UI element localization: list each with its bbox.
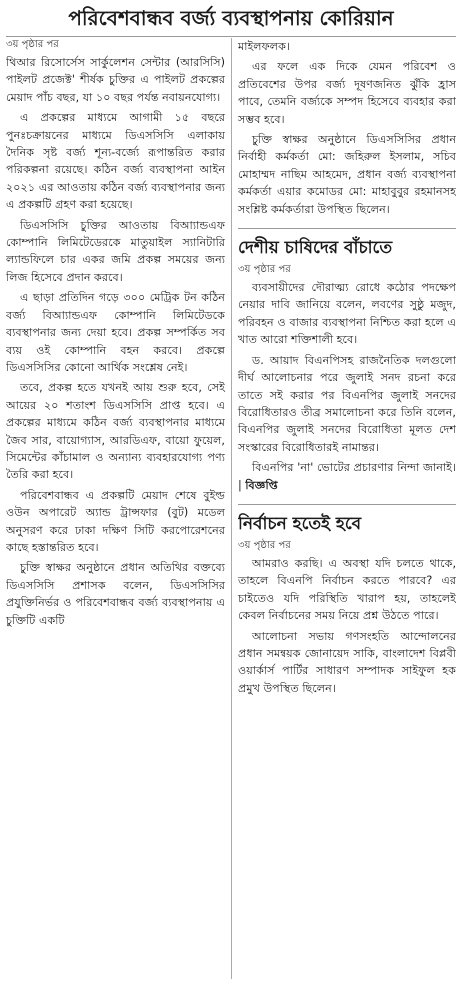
article1-paragraph: চুক্তি স্বাক্ষর অনুষ্ঠানে প্রধান অতিথির বক্তব্যে ডিএসসিসি প্রশাসক বলেন, ডিএসসিসির প্রযুক্তিনির্ভর ও পরিবেশবান্ধব বর্জ্য ব্যবস্থাপনায় এ চুক্তিটি একটি xyxy=(6,561,225,627)
columns xyxy=(6,38,456,979)
article3-paragraph: আমরাও করছি। এ অবস্থা যদি চলতে থাকে, তাহলে বিএনপি নির্বাচন করতে পারবে? এর চাইতেও যদি পরিস্থিতি খারাপ হয়, তাহলেই কেবল নির্বাচনের সময় নিয়ে প্রশ্ন উঠতে পারে। xyxy=(238,556,456,623)
main-headline: পরিবেশবান্ধব বর্জ্য ব্যবস্থাপনায় কোরিয়ান xyxy=(6,4,456,37)
article1-paragraph: এ প্রকল্পের মাধ্যমে আগামী ১৫ বছরে পুনঃচক্রায়নের মাধ্যমে ডিএসসিসি এলাকায় দৈনিক সৃষ্ট বর্জ্য শূন্য-বর্জ্যে রূপান্তরিত করার পরিকল্পনা রয়েছে। কঠিন বর্জ্য ব্যবস্থাপনা আইন ২০২১ এর আওতায় কঠিন বর্জ্য ব্যবস্থাপনার জন্য এ প্রকল্পটি গ্রহণ করা হয়েছে। xyxy=(6,111,225,212)
right-column xyxy=(231,38,456,979)
article1-paragraph: মাইলফলক। xyxy=(238,40,290,53)
article3-paragraph: আলোচনা সভায় গণসংহতি আন্দোলনের প্রধান সমন্বয়ক জোনায়েদ সাকি, বাংলাদেশ বিপ্লবী ওয়ার্কার্স পার্টির সাধারণ সম্পাদক সাইফুল হক প্রমুখ উপস্থিত ছিলেন। xyxy=(238,629,456,695)
left-column xyxy=(6,38,231,979)
article1-paragraph: থিআর রিসোর্সেস সার্কুলেশন সেন্টার (আরসিসি) পাইলট প্রজেক্ট' শীর্ষক চুক্তির এ পাইলট প্রকল্পের মেয়াদ পাঁচ বছর, যা ১০ বছর পর্যন্ত নবায়নযোগ্য। xyxy=(6,56,225,104)
article2-closing-text: বিএনপির 'না' ভোটের প্রচারণার নিন্দা জানাই। xyxy=(252,461,456,475)
article2-dateline: ৩য় পৃষ্ঠার পর xyxy=(238,264,291,276)
article2-signature: বিজ্ঞপ্তি xyxy=(245,478,278,492)
article1-paragraph: এ ছাড়া প্রতিদিন গড়ে ৩০০ মেট্রিক টন কঠিন বর্জ্য বিআ্যান্ডএফ কোম্পানি লিমিটেডকে ব্যবস্থাপনার জন্য দেয়া হবে। প্রকল্প সম্পর্কিত সব ব্যয় ওই কোম্পানি বহন করবে। প্রকল্পে ডিএসসিসির কোনো আর্থিক সংশ্লেষ নেই। xyxy=(6,291,225,374)
article1-paragraph: তবে, প্রকল্প হতে যখনই আয় শুরু হবে, সেই আয়ের ২০ শতাংশ ডিএসসিসি প্রাপ্ত হবে। এ প্রকল্পের মাধ্যমে কঠিন বর্জ্য ব্যবস্থাপনার মাধ্যমে জৈব সার, বায়োগ্যাস, আরডিএফ, বায়ো ফুয়েল, সিমেন্টের কাঁচামাল ও অন্যান্য ব্যবহারযোগ্য পণ্য তৈরি করা হবে। xyxy=(6,381,225,482)
article2-paragraph: বিএনপির 'না' ভোটের প্রচারণার নিন্দা জানাই। | বিজ্ঞপ্তি xyxy=(238,461,456,492)
article1-paragraph: ডিএসসিসি চুক্তির আওতায় বিআ্যান্ডএফ কোম্পানি লিমিটেডেরকে মাতুয়াইল স্যানিটারি ল্যান্ডফিলে চার একর জমি প্রকল্প সময়ের জন্য লিজ হিসেবে প্রদান করবে। xyxy=(6,218,225,284)
article1-paragraph: চুক্তি স্বাক্ষর অনুষ্ঠানে ডিএসসিসির প্রধান নির্বাহী কর্মকর্তা মো: জহিরুল ইসলাম, সচিব মোহাম্মদ নাছিম আহমেদ, প্রধান বর্জ্য ব্যবস্থাপনা কর্মকর্তা এয়ার কমোডর মো: মাহাবুবুর রহমানসহ সংশ্লিষ্ট কর্মকর্তারা উপস্থিত ছিলেন। xyxy=(238,133,456,216)
article2-paragraph: ড. আয়াদ বিএনপিসহ রাজনৈতিক দলগুলো দীর্ঘ আলোচনার পরে জুলাই সনদ রচনা করে তাতে সই করার পর বিএনপির জুলাই সনদের বিরোধিতারও তীব্র সমালোচনা করে তিনি বলেন, বিএনপির জুলাই সনদের বিরোধিতা মূলত দেশ সংস্কারের বিরোধিতারই নামান্তর। xyxy=(238,353,456,454)
article1-paragraph: এর ফলে এক দিকে যেমন পরিবেশ ও প্রতিবেশের উপর বর্জ্য দূষণজনিত ঝুঁকি হ্রাস পাবে, তেমনি বর্জ্যকে সম্পদ হিসেবে ব্যবহার করা সম্ভব হবে। xyxy=(238,60,456,126)
article2-paragraph: ব্যবসায়ীদের দৌরাত্ম্য রোধে কঠোর পদক্ষেপ নেয়ার দাবি জানিয়ে বলেন, লবণের সুষ্ঠু মজুদ, পরিবহন ও বাজার ব্যবস্থাপনা নিশ্চিত করা হলে এ খাত আরো শক্তিশালী হবে। xyxy=(238,281,456,347)
article2-headline: দেশীয় চাষিদের বাঁচাতে xyxy=(238,228,456,261)
article3-headline: নির্বাচন হতেই হবে xyxy=(238,504,456,537)
article1-dateline: ৩য় পৃষ্ঠার পর xyxy=(6,39,59,50)
article1-paragraph: পরিবেশবান্ধব এ প্রকল্পটি মেয়াদ শেষে বুইল্ড ওউন অপারেট অ্যান্ড ট্রান্সফার (বুট) মডেল অনুসরণ করে ঢাকা দক্ষিণ সিটি করপোরেশনের কাছে হস্তান্তরিত হবে। xyxy=(6,488,225,554)
article3-dateline: ৩য় পৃষ্ঠার পর xyxy=(238,539,291,551)
